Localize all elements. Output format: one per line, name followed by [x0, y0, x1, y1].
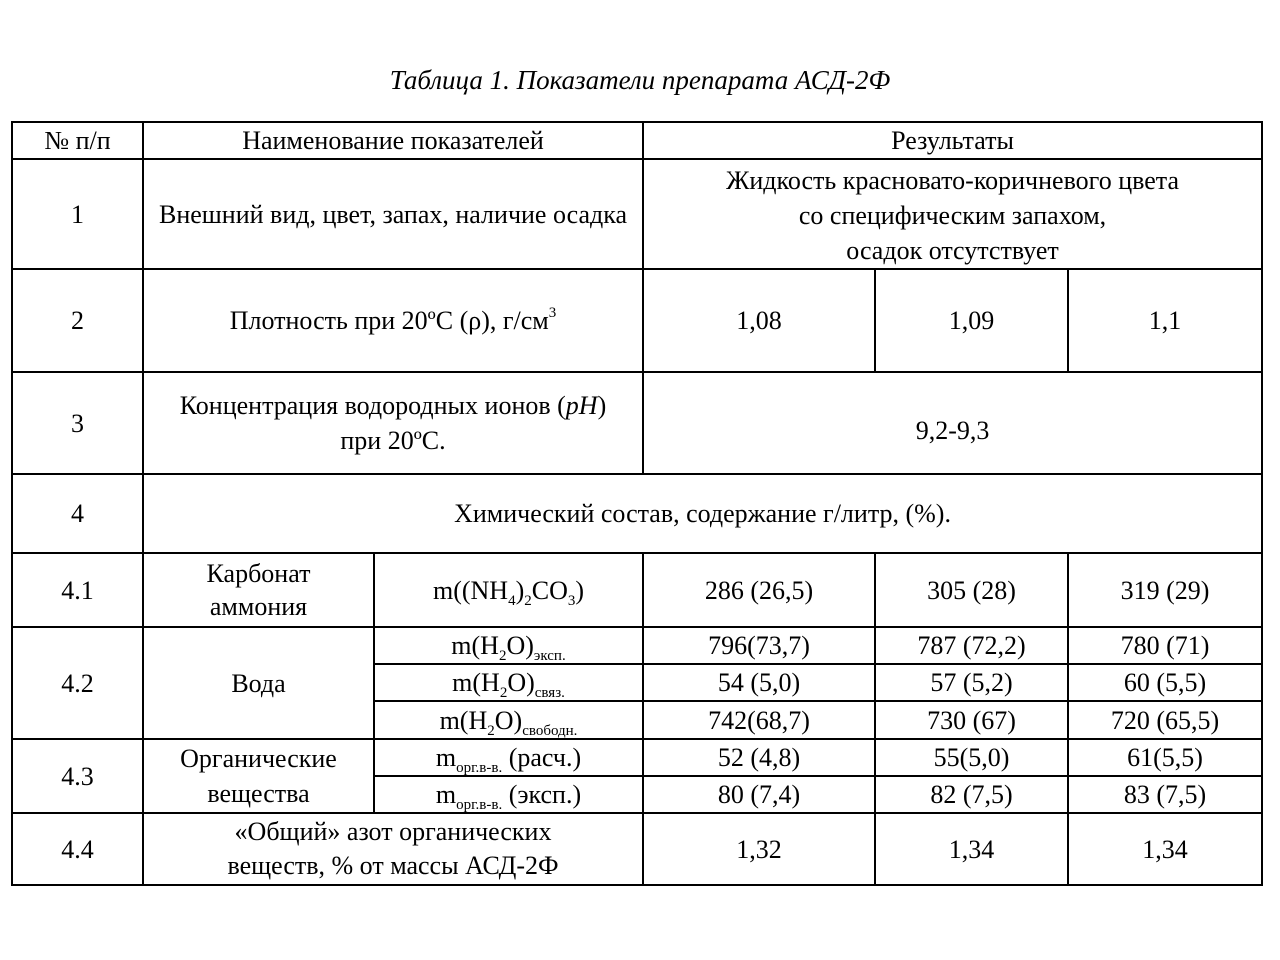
header-row [12, 122, 1262, 159]
formula-cell: $m(H_2O)_{эксп.}$ [374, 627, 643, 664]
value-cell: 720 (65,5) [1068, 701, 1262, 739]
row-name: Внешний вид, цвет, запах, наличие осадка [143, 159, 643, 269]
value-cell: 80 (7,4) [643, 776, 875, 813]
header-name: Наименование показателей [143, 122, 643, 159]
value-cell: 1,08 [643, 269, 875, 372]
row-num: 1 [12, 159, 143, 269]
row-num: 4.2 [12, 627, 143, 739]
table-row [12, 474, 1262, 553]
value-cell: 787 (72,2) [875, 627, 1068, 664]
header-results: Результаты [643, 122, 1262, 159]
row-name [143, 269, 643, 372]
ph-label-pre: Концентрация водородных ионов ( [179, 391, 566, 420]
row-num: 4.1 [12, 553, 143, 627]
value-cell: 796(73,7) [643, 627, 875, 664]
value-cell: 319 (29) [1068, 553, 1262, 627]
ph-symbol: pH [565, 391, 598, 420]
table-row [12, 553, 1262, 627]
value-cell: 52 (4,8) [643, 739, 875, 776]
value-cell: 83 (7,5) [1068, 776, 1262, 813]
row-num: 4.4 [12, 813, 143, 885]
value-cell: 1,34 [875, 813, 1068, 885]
value-cell: 1,34 [1068, 813, 1262, 885]
value-cell: 57 (5,2) [875, 664, 1068, 701]
value-cell: 1,32 [643, 813, 875, 885]
value-cell: 730 (67) [875, 701, 1068, 739]
density-label: Плотность при 20ºС (ρ), г/см [229, 306, 549, 335]
row-name: «Общий» азот органических веществ, % от массы АСД-2Ф [143, 813, 643, 885]
value-cell: 82 (7,5) [875, 776, 1068, 813]
section-heading: Химический состав, содержание г/литр, (%). [143, 474, 1262, 553]
row-num: 4 [12, 474, 143, 553]
ph-label-post: ) при 20ºС. [340, 391, 607, 455]
value-cell: 54 (5,0) [643, 664, 875, 701]
row-num: 3 [12, 372, 143, 474]
value-cell: 286 (26,5) [643, 553, 875, 627]
indicators-table [11, 121, 1263, 886]
formula-cell: $m_{орг.в-в.}$ (эксп.) [374, 776, 643, 813]
table-row [12, 159, 1262, 269]
table-title: Таблица 1. Показатели препарата АСД-2Ф [389, 65, 891, 95]
row-result [643, 159, 1262, 269]
formula-cell: $m((NH_4)_2CO_3)$ [374, 553, 643, 627]
result-line-2: осадок отсутствует [846, 235, 1059, 265]
row-name [143, 372, 643, 474]
table-row [12, 813, 1262, 885]
value-cell: 1,09 [875, 269, 1068, 372]
header-num: № п/п [12, 122, 143, 159]
formula-cell: $m(H_2O)_{свободн.}$ [374, 701, 643, 739]
table-row [12, 269, 1262, 372]
row-name: Вода [143, 627, 374, 739]
formula-cell: $m_{орг.в-в.}$ (расч.) [374, 739, 643, 776]
value-cell: 61(5,5) [1068, 739, 1262, 776]
row-name: Органические вещества [143, 739, 374, 813]
density-unit-sup: 3 [548, 305, 557, 321]
result-line-1: Жидкость красновато-коричневого цвета со специфическим запахом, [726, 165, 1179, 230]
table-row [12, 739, 1262, 776]
table-row [12, 372, 1262, 474]
value-cell: 780 (71) [1068, 627, 1262, 664]
value-cell: 305 (28) [875, 553, 1068, 627]
ph-value: 9,2-9,3 [643, 372, 1262, 474]
row-num: 2 [12, 269, 143, 372]
row-name: Карбонат аммония [143, 553, 374, 627]
value-cell: 60 (5,5) [1068, 664, 1262, 701]
value-cell: 742(68,7) [643, 701, 875, 739]
value-cell: 1,1 [1068, 269, 1262, 372]
formula-cell: $m(H_2O)_{связ.}$ [374, 664, 643, 701]
row-num: 4.3 [12, 739, 143, 813]
table-row [12, 627, 1262, 664]
value-cell: 55(5,0) [875, 739, 1068, 776]
